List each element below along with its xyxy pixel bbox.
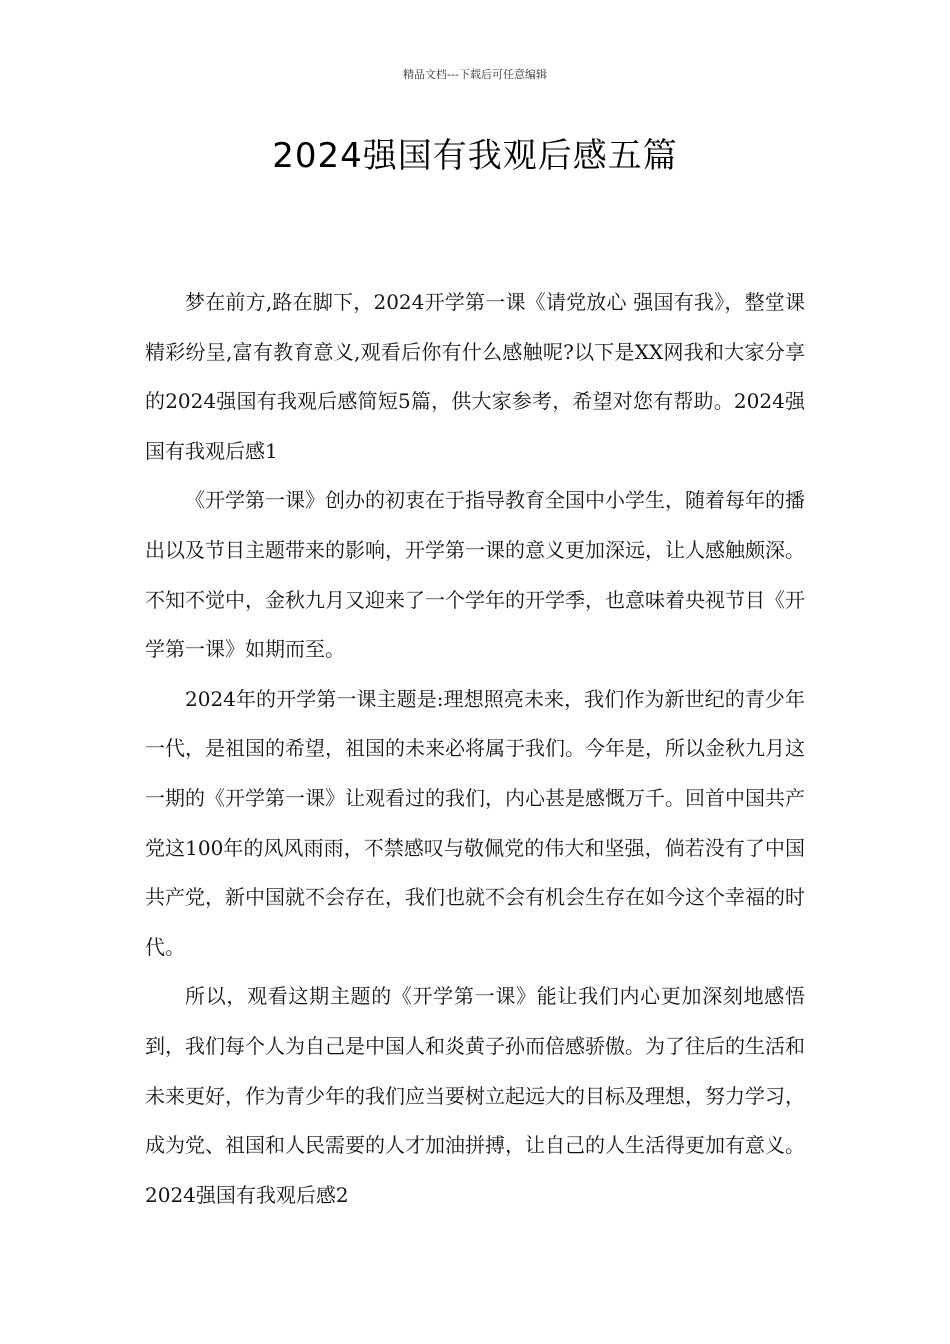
header-note: 精品文档---下载后可任意编辑 bbox=[403, 68, 547, 81]
paragraph-3: 2024年的开学第一课主题是:理想照亮未来，我们作为新世纪的青少年一代，是祖国的希望，祖国的未来必将属于我们。今年是，所以金秋九月这一期的《开学第一课》让观看过的我们，内心甚是感慨万千。回首中国共产党这100年的风风雨雨，不禁感叹与敬佩党的伟大和坚强，倘若没有了中国共产党，新中国就不会存在，我们也就不会有机会生存在如今这个幸福的时代。 bbox=[145, 686, 805, 959]
paragraph-4: 所以，观看这期主题的《开学第一课》能让我们内心更加深刻地感悟到，我们每个人为自己是中国人和炎黄子孙而倍感骄傲。为了往后的生活和未来更好，作为青少年的我们应当要树立起远大的目标及理想，努力学习，成为党、祖国和人民需要的人才加油拼搏，让自己的人生活得更加有意义。2024强国有我观后感2 bbox=[145, 984, 805, 1207]
document-title: 2024强国有我观后感五篇 bbox=[272, 136, 678, 176]
paragraph-intro: 梦在前方,路在脚下，2024开学第一课《请党放心 强国有我》，整堂课精彩纷呈,富有教育意义,观看后你有什么感触呢?以下是XX网我和大家分享的2024强国有我观后感简短5篇，供大家参考，希望对您有帮助。2024强国有我观后感1 bbox=[145, 290, 805, 463]
paragraph-2: 《开学第一课》创办的初衷在于指导教育全国中小学生，随着每年的播出以及节目主题带来的影响，开学第一课的意义更加深远，让人感触颇深。不知不觉中，金秋九月又迎来了一个学年的开学季，也意味着央视节目《开学第一课》如期而至。 bbox=[145, 488, 805, 662]
document-body bbox=[145, 278, 805, 1220]
